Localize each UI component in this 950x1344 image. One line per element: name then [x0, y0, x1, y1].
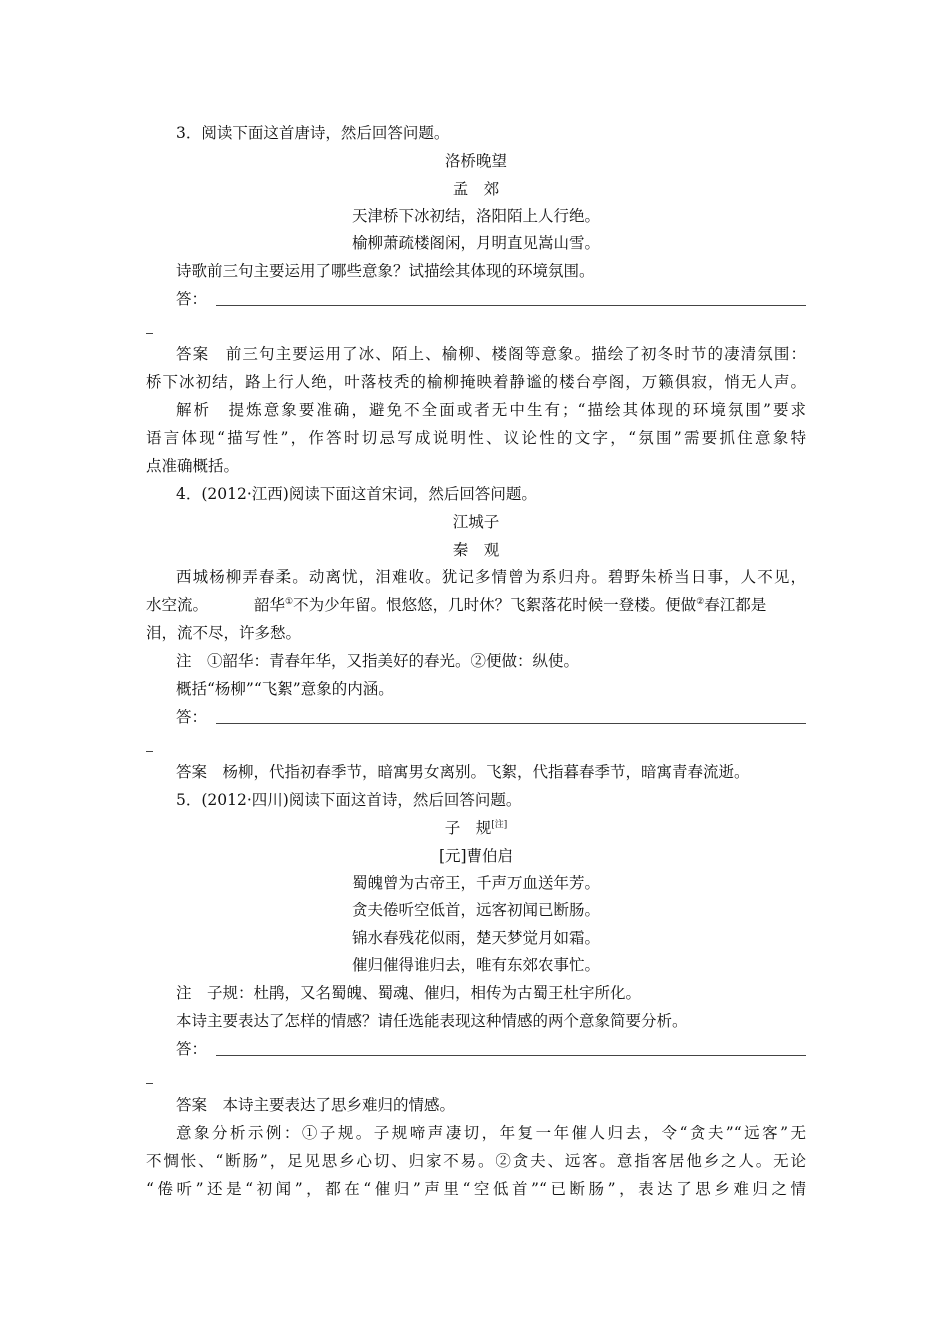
q4-ci-line-3: 泪，流不尽，许多愁。 — [146, 624, 302, 642]
q3-poem-line-1: 天津桥下冰初结，洛阳陌上人行绝。 — [351, 207, 600, 225]
q4-answer-prompt: 答： — [176, 708, 208, 726]
q5-title-note: [注] — [491, 820, 508, 830]
q5-title-text: 子 规 — [444, 819, 492, 837]
q3-analysis-line-2: 语言体现“描写性”，作答时切忌写成说明性、议论性的文字，“氛围”需要抓住意象特 — [146, 429, 806, 447]
q4-stem: 4．(2012·江西)阅读下面这首宋词，然后回答问题。 — [176, 485, 537, 503]
q5-notes: 注 子规：杜鹃，又名蜀魄、蜀魂、催归，相传为古蜀王杜宇所化。 — [176, 984, 642, 1002]
q4-notes: 注 ①韶华：青春年华，又指美好的春光。②便做：纵使。 — [176, 652, 580, 670]
q4-ci-line-2 — [146, 594, 766, 616]
q5-analysis-line-2: 不惆怅、“断肠”，足见思乡心切、归家不易。②贪夫、远客。意指客居他乡之人。无论 — [146, 1152, 806, 1170]
q4-author: 秦 观 — [452, 541, 500, 559]
footnote-marker-1: ① — [285, 597, 294, 607]
q4-ci-line-1: 西城杨柳弄春柔。动离忧，泪难收。犹记多情曾为系归舟。碧野朱桥当日事，人不见， — [176, 568, 806, 586]
q3-analysis-line-3: 点准确概括。 — [146, 457, 240, 475]
q5-poem-title — [146, 817, 806, 839]
q3-answer-prompt: 答： — [176, 290, 208, 308]
q3-poem-line-2: 榆柳萧疏楼阁闲，月明直见嵩山雪。 — [351, 234, 600, 252]
q4-poem-title: 江城子 — [452, 513, 500, 531]
q5-analysis-line-1: 意象分析示例：①子规。子规啼声凄切，年复一年催人归去，令“贪夫”“远客”无 — [176, 1124, 806, 1142]
q3-author: 孟 郊 — [452, 180, 500, 198]
q4-ci-seg-d: 春江都是 — [704, 596, 767, 614]
q4-question: 概括“杨柳”“飞絮”意象的内涵。 — [176, 680, 394, 698]
q3-poem-title: 洛桥晚望 — [444, 152, 507, 170]
q3-answer-line-1: 答案 前三句主要运用了冰、陌上、榆柳、楼阁等意象。描绘了初冬时节的凄清氛围： — [176, 345, 806, 363]
q5-question: 本诗主要表达了怎样的情感？请任选能表现这种情感的两个意象简要分析。 — [176, 1012, 688, 1030]
q5-answer: 答案 本诗主要表达了思乡难归的情感。 — [176, 1096, 456, 1114]
q3-analysis-line-1: 解析 提炼意象要准确，避免不全面或者无中生有；“描绘其体现的环境氛围”要求 — [176, 401, 806, 419]
q5-poem-line-3: 锦水春残花似雨，楚天梦觉月如霜。 — [351, 929, 600, 947]
q5-stem: 5．(2012·四川)阅读下面这首诗，然后回答问题。 — [176, 791, 522, 809]
footnote-marker-2: ② — [696, 597, 705, 607]
q5-author: [元]曹伯启 — [438, 847, 514, 865]
q5-poem-line-2: 贪夫倦听空低首，远客初闻已断肠。 — [351, 901, 600, 919]
q5-answer-dash — [146, 1083, 153, 1084]
q3-question: 诗歌前三句主要运用了哪些意象？试描绘其体现的环境氛围。 — [176, 262, 595, 280]
q5-poem-line-4: 催归催得谁归去，唯有东郊农事忙。 — [351, 956, 600, 974]
q5-answer-line[interactable] — [216, 1055, 806, 1056]
q5-poem-line-1: 蜀魄曾为古帝王，千声万血送年芳。 — [351, 874, 600, 892]
q4-ci-seg-b: 韶华 — [254, 596, 286, 614]
q3-answer-line[interactable] — [216, 305, 806, 306]
q3-answer-line-2: 桥下冰初结，路上行人绝，叶落枝秃的榆柳掩映着静谧的楼台亭阁，万籁俱寂，悄无人声。 — [146, 373, 806, 391]
q4-ci-seg-c: 不为少年留。恨悠悠，几时休？飞絮落花时候一登楼。便做 — [293, 596, 697, 614]
q5-analysis-line-3: “倦听”还是“初闻”，都在“催归”声里“空低首”“已断肠”，表达了思乡难归之情 — [146, 1180, 806, 1198]
q3-stem: 3．阅读下面这首唐诗，然后回答问题。 — [176, 124, 450, 142]
q4-answer: 答案 杨柳，代指初春季节，暗寓男女离别。飞絮，代指暮春季节，暗寓青春流逝。 — [176, 763, 750, 781]
q4-answer-dash — [146, 751, 153, 752]
q4-ci-seg-a: 水空流。 — [146, 596, 209, 614]
q3-answer-dash — [146, 333, 153, 334]
q4-answer-line[interactable] — [216, 723, 806, 724]
q5-answer-prompt: 答： — [176, 1040, 208, 1058]
